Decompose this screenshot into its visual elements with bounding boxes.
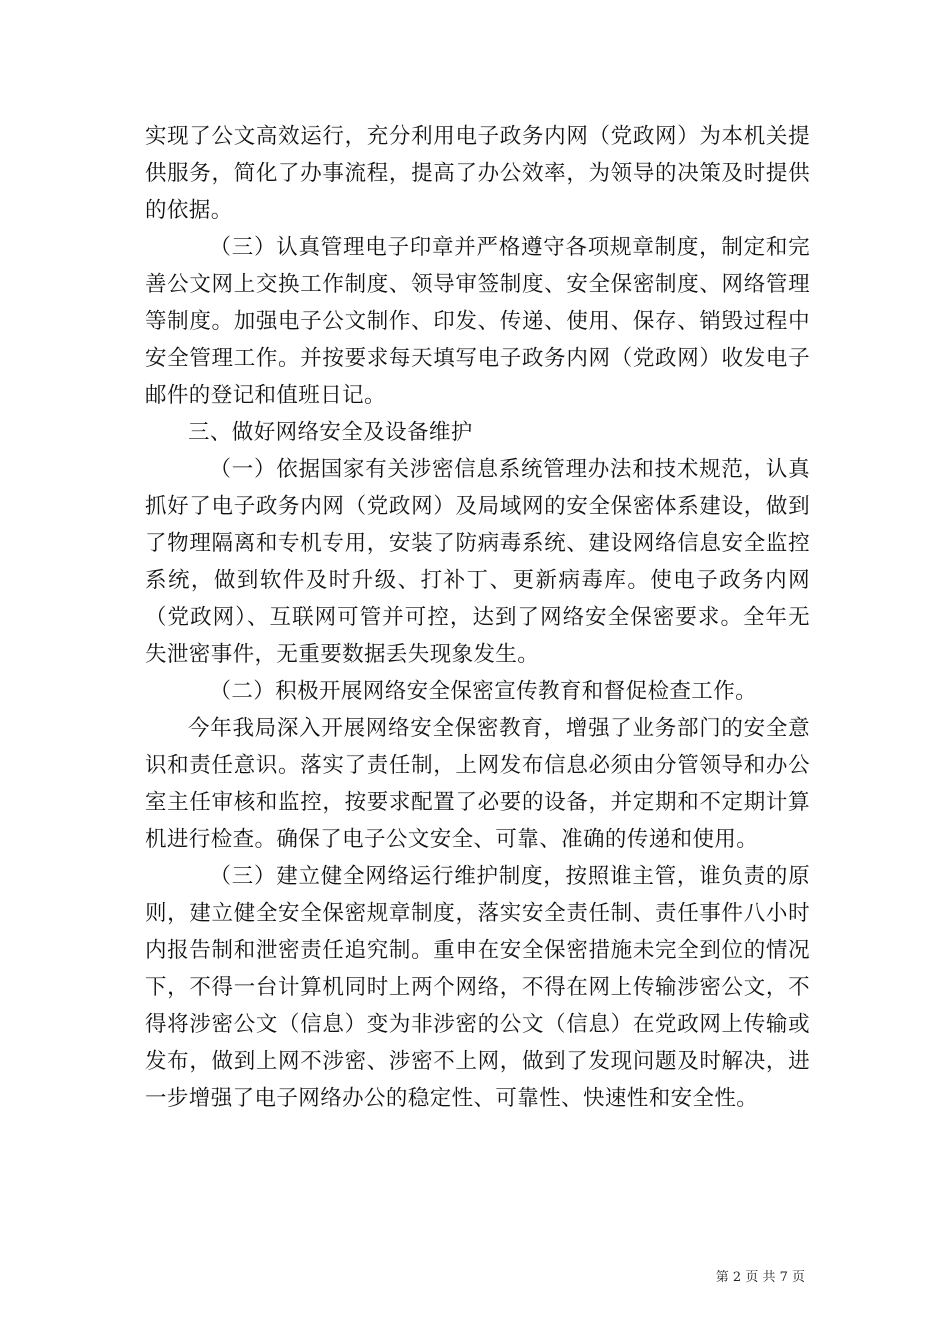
paragraph-item-3-e-seal: （三）认真管理电子印章并严格遵守各项规章制度，制定和完善公文网上交换工作制度、领导审签制度、安全保密制度、网络管理等制度。加强电子公文制作、印发、传递、使用、保存、销毁过程中安全管理工作。并按要求每天填写电子政务内网（党政网）收发电子邮件的登记和值班日记。: [145, 235, 810, 408]
paragraph-item-1-security-system: （一）依据国家有关涉密信息系统管理办法和技术规范，认真抓好了电子政务内网（党政网）及局域网的安全保密体系建设，做到了物理隔离和专机专用，安装了防病毒系统、建设网络信息安全监控系统，做到软件及时升级、打补丁、更新病毒库。使电子政务内网（党政网）、互联网可管并可控，达到了网络安全保密要求。全年无失泄密事件，无重要数据丢失现象发生。: [145, 457, 810, 667]
paragraph-item-2-education: （二）积极开展网络安全保密宣传教育和督促检查工作。: [209, 679, 758, 704]
page-number: 第 2 页 共 7 页: [715, 1270, 805, 1285]
document-body: [145, 118, 810, 1117]
paragraph-education-details: 今年我局深入开展网络安全保密教育，增强了业务部门的安全意识和责任意识。落实了责任制，上网发布信息必须由分管领导和办公室主任审核和监控，按要求配置了必要的设备，并定期和不定期计算机进行检查。确保了电子公文安全、可靠、准确的传递和使用。: [145, 716, 810, 852]
paragraph-continuation: 实现了公文高效运行，充分利用电子政务内网（党政网）为本机关提供服务，简化了办事流程，提高了办公效率，为领导的决策及时提供的依据。: [145, 124, 810, 223]
section-heading-network-security: 三、做好网络安全及设备维护: [188, 420, 473, 445]
paragraph-item-3-maintenance: （三）建立健全网络运行维护制度，按照谁主管，谁负责的原则，建立健全安全保密规章制度，落实安全责任制、责任事件八小时内报告制和泄密责任追究制。重申在安全保密措施未完全到位的情况下，不得一台计算机同时上两个网络，不得在网上传输涉密公文，不得将涉密公文（信息）变为非涉密的公文（信息）在党政网上传输或发布，做到上网不涉密、涉密不上网，做到了发现问题及时解决，进一步增强了电子网络办公的稳定性、可靠性、快速性和安全性。: [145, 864, 810, 1111]
